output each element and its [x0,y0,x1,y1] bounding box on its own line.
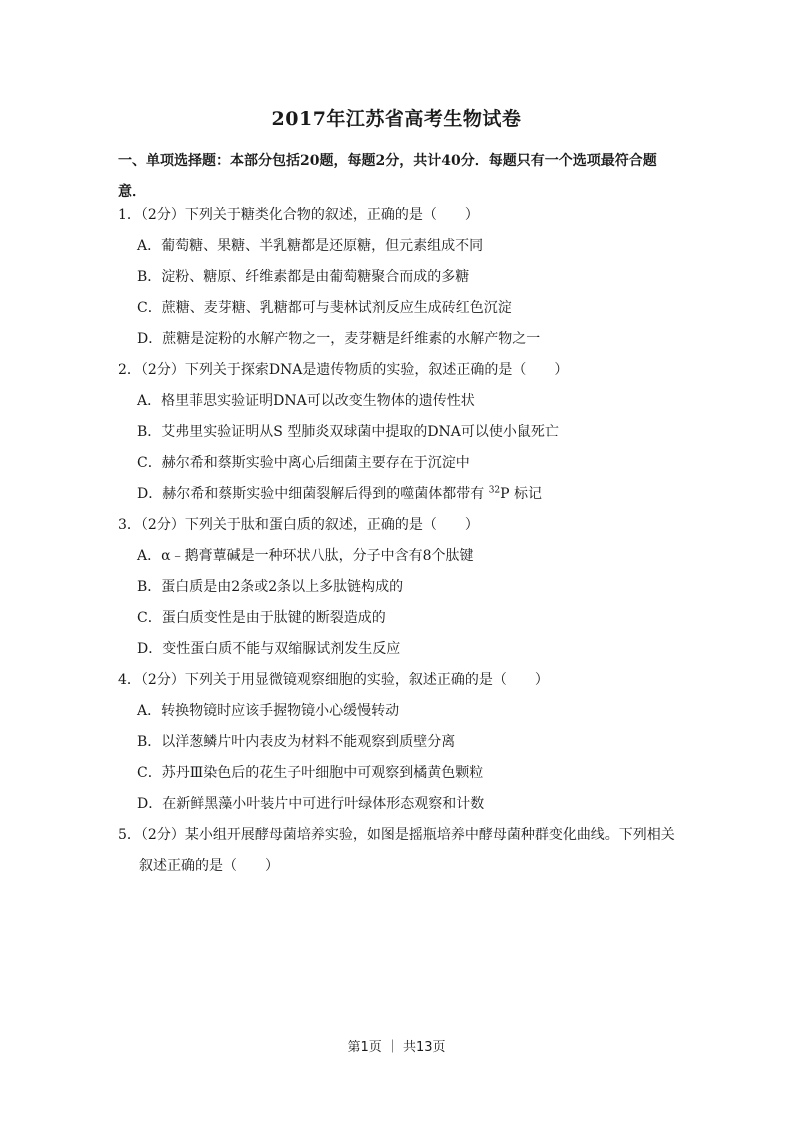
option-c: C．蔗糖、麦芽糖、乳糖都可与斐林试剂反应生成砖红色沉淀 [137,300,512,316]
question-1 [118,200,684,355]
option-b: B．艾弗里实验证明从S 型肺炎双球菌中提取的DNA可以使小鼠死亡 [137,424,559,440]
question-stem: 1．（2分）下列关于糖类化合物的叙述，正确的是（ ） [118,207,479,223]
option-d: D．变性蛋白质不能与双缩脲试剂发生反应 [137,641,401,657]
option-d: D．在新鲜黑藻小叶装片中可进行叶绿体形态观察和计数 [137,796,485,812]
page-title: 2017年江苏省高考生物试卷 [271,108,522,130]
question-stem: 4．（2分）下列关于用显微镜观察细胞的实验，叙述正确的是（ ） [118,672,549,688]
option-d-text: D．赫尔希和蔡斯实验中细菌裂解后得到的噬菌体都带有 [137,486,485,502]
option-c: C．赫尔希和蔡斯实验中离心后细菌主要存在于沉淀中 [137,455,470,471]
option-c: C．苏丹Ⅲ染色后的花生子叶细胞中可观察到橘黄色颗粒 [137,765,484,781]
section-heading: 一、单项选择题：本部分包括20题，每题2分，共计40分．每题只有一个选项最符合题意． [118,153,657,200]
option-d: D．蔗糖是淀粉的水解产物之一，麦芽糖是纤维素的水解产物之一 [137,331,541,347]
option-c: C．蛋白质变性是由于肽键的断裂造成的 [137,610,386,626]
option-d [118,479,684,510]
option-d-suffix: P 标记 [500,486,543,502]
question-5 [118,820,684,882]
question-stem: 3．（2分）下列关于肽和蛋白质的叙述，正确的是（ ） [118,517,479,533]
option-a: A．格里菲思实验证明DNA可以改变生物体的遗传性状 [137,393,475,409]
option-b: B．蛋白质是由2条或2条以上多肽链构成的 [137,579,404,595]
question-3 [118,510,684,665]
option-a: A．葡萄糖、果糖、半乳糖都是还原糖，但元素组成不同 [137,238,484,254]
question-4 [118,665,684,820]
question-stem: 5．（2分）某小组开展酵母菌培养实验，如图是摇瓶培养中酵母菌种群变化曲线。下列相关叙述正确的是（ ） [118,827,675,874]
option-a: A．α﹣鹅膏蕈碱是一种环状八肽，分子中含有8个肽键 [137,548,474,564]
option-b: B．淀粉、糖原、纤维素都是由葡萄糖聚合而成的多糖 [137,269,470,285]
page-footer: 第1页 ｜ 共13页 [347,1040,446,1055]
question-2 [118,355,684,510]
option-a: A．转换物镜时应该手握物镜小心缓慢转动 [137,703,400,719]
question-stem: 2．（2分）下列关于探索DNA是遗传物质的实验，叙述正确的是（ ） [118,362,569,378]
isotope-superscript: 32 [488,485,501,496]
option-b: B．以洋葱鳞片叶内表皮为材料不能观察到质壁分离 [137,734,456,750]
question-list [118,200,684,882]
